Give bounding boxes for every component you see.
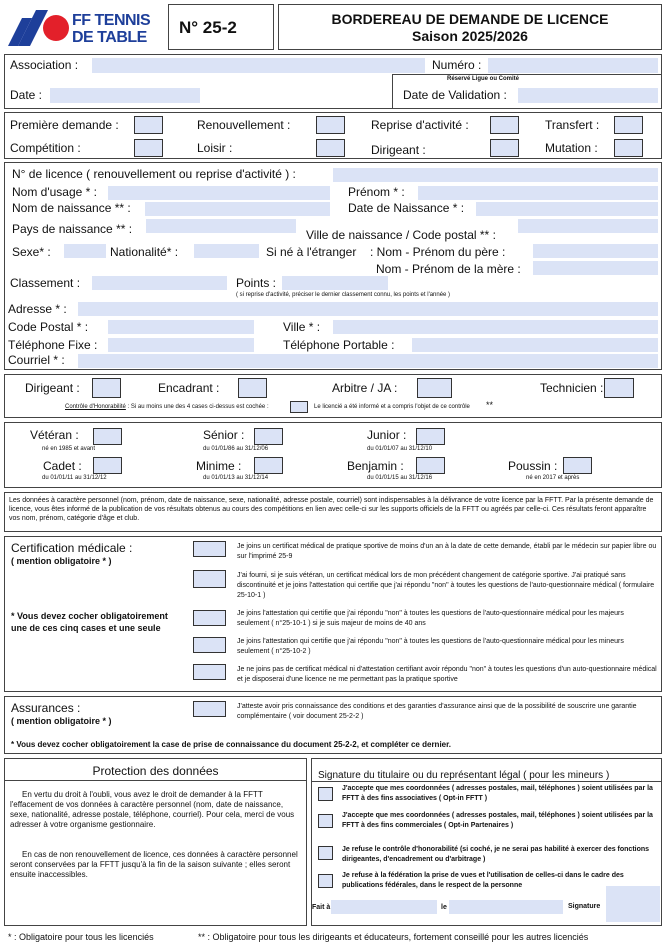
medical-option-1-checkbox[interactable] (193, 541, 226, 557)
competition-checkbox[interactable] (134, 139, 163, 157)
loisir-checkbox[interactable] (316, 139, 345, 157)
medical-option-2-checkbox[interactable] (193, 570, 226, 588)
tel-fixe-label: Téléphone Fixe : (8, 338, 98, 352)
form-title: BORDEREAU DE DEMANDE DE LICENCE (331, 11, 609, 27)
courriel-field[interactable] (78, 354, 658, 368)
medical-option-3-checkbox[interactable] (193, 610, 226, 626)
medical-mandatory: ( mention obligatoire * ) (11, 556, 112, 566)
protection-paragraph-2: En cas de non renouvellement de licence, ces données à caractère personnel seront conservées par la FFTT jusqu'à la fin de la saison suivante ; elles seront ensuite inaccessibles. (10, 850, 298, 879)
junior-label: Junior : (367, 428, 407, 442)
senior-checkbox[interactable] (254, 428, 283, 445)
medical-option-2: J'ai fourni, si je suis vétéran, un certificat médical lors de mon précédent changement de catégorie sportive. J'ai pratiqué sans discontinuité et je joins l'attestation qui certifie que j'ai répondu "non" à toutes les questions de l'auto-questionnaire médical ( formulaire 25-10-1 ) (237, 572, 655, 599)
footer-note-1: * : Obligatoire pour tous les licenciés (8, 932, 154, 942)
form-number: N° 25-2 (179, 18, 237, 37)
technicien-checkbox[interactable] (604, 378, 634, 398)
form-number-box (168, 4, 274, 50)
encadrant-label: Encadrant : (158, 381, 220, 395)
nationalite-field[interactable] (194, 244, 259, 258)
premiere-demande-label: Première demande : (10, 118, 119, 132)
dirigeant-checkbox[interactable] (92, 378, 121, 398)
date-field[interactable] (50, 88, 200, 103)
premiere-demande-checkbox[interactable] (134, 116, 163, 134)
ville-field[interactable] (333, 320, 658, 334)
protection-title: Protection des données (92, 764, 219, 778)
renouvellement-checkbox[interactable] (316, 116, 345, 134)
signature-label: Signature (568, 903, 601, 910)
signature-title-rule (311, 781, 662, 782)
nom-usage-field[interactable] (108, 186, 330, 200)
encadrant-checkbox[interactable] (238, 378, 267, 398)
reserve-ligue-label: Réservé Ligue ou Comité (447, 76, 520, 82)
cadet-dates: du 01/01/11 au 31/12/12 (42, 475, 107, 481)
fait-a-field[interactable] (331, 900, 437, 914)
nationalite-label: Nationalité* : (110, 245, 179, 259)
veteran-dates: né en 1985 et avant (42, 446, 96, 452)
optin-partners-checkbox[interactable] (318, 814, 333, 828)
controle-text: : Si au moins une des 4 cases ci-dessus est cochée : (127, 404, 269, 410)
nom-pere-field[interactable] (533, 244, 658, 258)
transfert-checkbox[interactable] (614, 116, 643, 134)
association-label: Association : (10, 58, 79, 72)
code-postal-field[interactable] (108, 320, 254, 334)
date-label: Date : (10, 88, 43, 102)
medical-must-note: * Vous devez cocher obligatoirement une de ces cinq cases et une seule (11, 611, 168, 633)
refuse-photo-label: Je refuse à la fédération la prise de vues et l'utilisation de celles-ci dans le cadre des publications fédérales, dans le respect de la personne (342, 872, 624, 889)
reprise-checkbox[interactable] (490, 116, 519, 134)
signature-title: Signature du titulaire ou du représentant légal ( pour les mineurs ) (318, 770, 610, 781)
reprise-label: Reprise d'activité : (371, 118, 469, 132)
le-label: le (441, 904, 447, 911)
numero-field[interactable] (488, 58, 658, 73)
prenom-field[interactable] (418, 186, 658, 200)
insurance-must-note: * Vous devez cocher obligatoirement la case de prise de connaissance du document 25-2-2, et compléter ce dernier. (11, 740, 452, 749)
medical-title: Certification médicale : (11, 541, 133, 555)
ffft-logo (8, 8, 158, 48)
licence-number-field[interactable] (333, 168, 658, 182)
protection-section (4, 758, 307, 926)
signature-field[interactable] (606, 886, 660, 922)
transfert-label: Transfert : (545, 118, 600, 132)
ffft-logo-icon (8, 8, 70, 48)
refuse-controle-checkbox[interactable] (318, 846, 333, 860)
mutation-checkbox[interactable] (614, 139, 643, 157)
header-logo-box (4, 4, 164, 50)
dirigeant-type-label: Dirigeant : (371, 143, 426, 157)
medical-option-4-checkbox[interactable] (193, 637, 226, 653)
mutation-label: Mutation : (545, 141, 598, 155)
nom-usage-label: Nom d'usage * : (12, 185, 98, 199)
optin-fftt-label: J'accepte que mes coordonnées ( adresses postales, mail, téléphones ) soient utilisées par la FFTT à des fins associatives ( Opt-in FFTT ) (342, 785, 653, 802)
medical-option-5: Je ne joins pas de certificat médical ni d'attestation certifiant avoir répondu "non" à toutes les questions d'un auto-questionnaire médical et je disposerai d'une licence ne me permettant pas la pratique sportive (237, 666, 657, 683)
renouvellement-label: Renouvellement : (197, 118, 291, 132)
controle-honorabilite (65, 404, 269, 410)
senior-label: Sénior : (203, 428, 245, 442)
fait-a-label: Fait à (312, 904, 331, 911)
medical-option-3: Je joins l'attestation qui certifie que j'ai répondu "non" à toutes les questions de l'auto-questionnaire médical pour les majeurs seulement ( n°25-10-1 ) si je suis majeur de moins de 40 ans (237, 610, 624, 627)
cadet-label: Cadet : (43, 459, 82, 473)
nom-naissance-field[interactable] (145, 202, 330, 216)
refuse-controle-label: Je refuse le contrôle d'honorabilité (si coché, je ne serai pas habilité à exercer des fonctions dirigeantes, d'encadrement ou d'arbitrage ) (342, 846, 650, 863)
veteran-label: Vétéran : (30, 428, 79, 442)
licence-number-label: N° de licence ( renouvellement ou reprise d'activité ) : (12, 167, 296, 181)
medical-option-4: Je joins l'attestation qui certifie que j'ai répondu "non" à toutes les questions de l'auto-questionnaire médical pour les mineurs seulement ( n°25-10-2 ) (237, 638, 624, 655)
si-etranger-label: Si né à l'étranger (266, 245, 357, 259)
informe-stars: ** (486, 400, 494, 410)
classement-field[interactable] (92, 276, 227, 290)
season: Saison 2025/2026 (412, 28, 528, 44)
insurance-mandatory: ( mention obligatoire * ) (11, 716, 112, 726)
informe-checkbox[interactable] (290, 401, 308, 413)
points-note: ( si reprise d'activité, préciser le dernier classement connu, les points et l'année ) (236, 292, 451, 298)
numero-label: Numéro : (432, 58, 482, 72)
dirigeant-type-checkbox[interactable] (490, 139, 519, 157)
code-postal-label: Code Postal * : (8, 320, 89, 334)
veteran-checkbox[interactable] (93, 428, 122, 445)
senior-dates: du 01/01/86 au 31/12/06 (203, 446, 269, 452)
prenom-label: Prénom * : (348, 185, 405, 199)
adresse-label: Adresse * : (8, 302, 67, 316)
insurance-title: Assurances : (11, 701, 81, 715)
sexe-field[interactable] (64, 244, 106, 258)
minime-label: Minime : (196, 459, 242, 473)
ville-label: Ville * : (283, 320, 321, 334)
junior-dates: du 01/01/07 au 31/12/10 (367, 446, 433, 452)
title-box (278, 4, 662, 50)
date-naissance-field[interactable] (476, 202, 658, 216)
insurance-checkbox[interactable] (193, 701, 226, 717)
arbitre-checkbox[interactable] (417, 378, 452, 398)
date-naissance-label: Date de Naissance * : (348, 201, 465, 215)
controle-label: Contrôle d'Honorabilité (65, 404, 126, 410)
tel-fixe-field[interactable] (108, 338, 254, 352)
points-field[interactable] (282, 276, 388, 290)
nom-mere-field[interactable] (533, 261, 658, 275)
optin-fftt-checkbox[interactable] (318, 787, 333, 801)
logo-line1: FF TENNIS (72, 12, 151, 29)
le-field[interactable] (449, 900, 563, 914)
technicien-label: Technicien : (540, 381, 604, 395)
footer-note-2: ** : Obligatoire pour tous les dirigeants et éducateurs, fortement conseillé pour les autres licenciés (198, 932, 589, 942)
competition-label: Compétition : (10, 141, 81, 155)
ville-naissance-label: Ville de naissance / Code postal ** : (306, 228, 496, 242)
refuse-photo-checkbox[interactable] (318, 874, 333, 888)
tel-portable-field[interactable] (412, 338, 658, 352)
minime-checkbox[interactable] (254, 457, 283, 474)
pays-naissance-field[interactable] (146, 219, 296, 233)
poussin-checkbox[interactable] (563, 457, 592, 474)
validation-label: Date de Validation : (403, 88, 507, 102)
junior-checkbox[interactable] (416, 428, 445, 445)
medical-option-1: Je joins un certificat médical de pratique sportive de moins d'un an à la date de cette demande, établi par le médecin sur papier libre ou sur l'imprimé 25-9 (237, 543, 657, 560)
ville-naissance-field[interactable] (518, 219, 658, 233)
dirigeant-label: Dirigeant : (25, 381, 80, 395)
association-field[interactable] (92, 58, 425, 73)
benjamin-label: Benjamin : (347, 459, 404, 473)
benjamin-dates: du 01/01/15 au 31/12/16 (367, 475, 433, 481)
nom-pere-label: : Nom - Prénom du père : (370, 245, 506, 259)
validation-field[interactable] (518, 88, 658, 103)
nom-naissance-label: Nom de naissance ** : (12, 201, 131, 215)
optin-partners-label: J'accepte que mes coordonnées ( adresses postales, mail, téléphones ) soient utilisées par la FFTT à des fins commerciales ( Opt-in Partenaires ) (342, 812, 653, 829)
adresse-field[interactable] (78, 302, 658, 316)
informe-label: Le licencié a été informé et a compris l'objet de ce contrôle (314, 404, 470, 410)
insurance-text: J'atteste avoir pris connaissance des conditions et des garanties d'assurance ainsi que de la possibilité de souscrire une garantie complémentaire ( voir document 25-2-2 ) (237, 703, 637, 720)
medical-option-5-checkbox[interactable] (193, 664, 226, 680)
courriel-label: Courriel * : (8, 353, 65, 367)
points-label: Points : (236, 276, 277, 290)
poussin-label: Poussin : (508, 459, 558, 473)
classement-label: Classement : (10, 276, 81, 290)
poussin-dates: né en 2017 et après (526, 475, 580, 481)
nom-mere-label: Nom - Prénom de la mère : (376, 262, 521, 276)
arbitre-label: Arbitre / JA : (332, 381, 398, 395)
sexe-label: Sexe* : (12, 245, 51, 259)
benjamin-checkbox[interactable] (416, 457, 445, 474)
privacy-notice: Les données à caractère personnel (nom, prénom, date de naissance, sexe, nationalité, adresse postale, courriel) sont indispensables à la délivrance de votre licence par la FFTT. Par la présente demande de licence, vous êtes informé de la publication de vos résultats obtenus au cours des compétitions en lien avec celle-ci sur les supports officiels de la FFTT ou agréés par celle-ci. Ces résultats feront apparaître vos nom, prénom, catégorie d'âge et club. (9, 497, 654, 522)
cadet-checkbox[interactable] (93, 457, 122, 474)
pays-naissance-label: Pays de naissance ** : (12, 222, 133, 236)
protection-paragraph-1: En vertu du droit à l'oubli, vous avez le droit de demander à la FFTT l'effacement de vos données à caractère personnel (nom, date de naissance, sexe, nationalité, adresse postale, téléphone, courriel). Pour cela, merci de vous adresser à votre organisme gestionnaire. (10, 790, 295, 829)
loisir-label: Loisir : (197, 141, 233, 155)
tel-portable-label: Téléphone Portable : (283, 338, 395, 352)
logo-line2: DE TABLE (72, 29, 147, 46)
protection-title-rule (4, 780, 307, 781)
minime-dates: du 01/01/13 au 31/12/14 (203, 475, 269, 481)
